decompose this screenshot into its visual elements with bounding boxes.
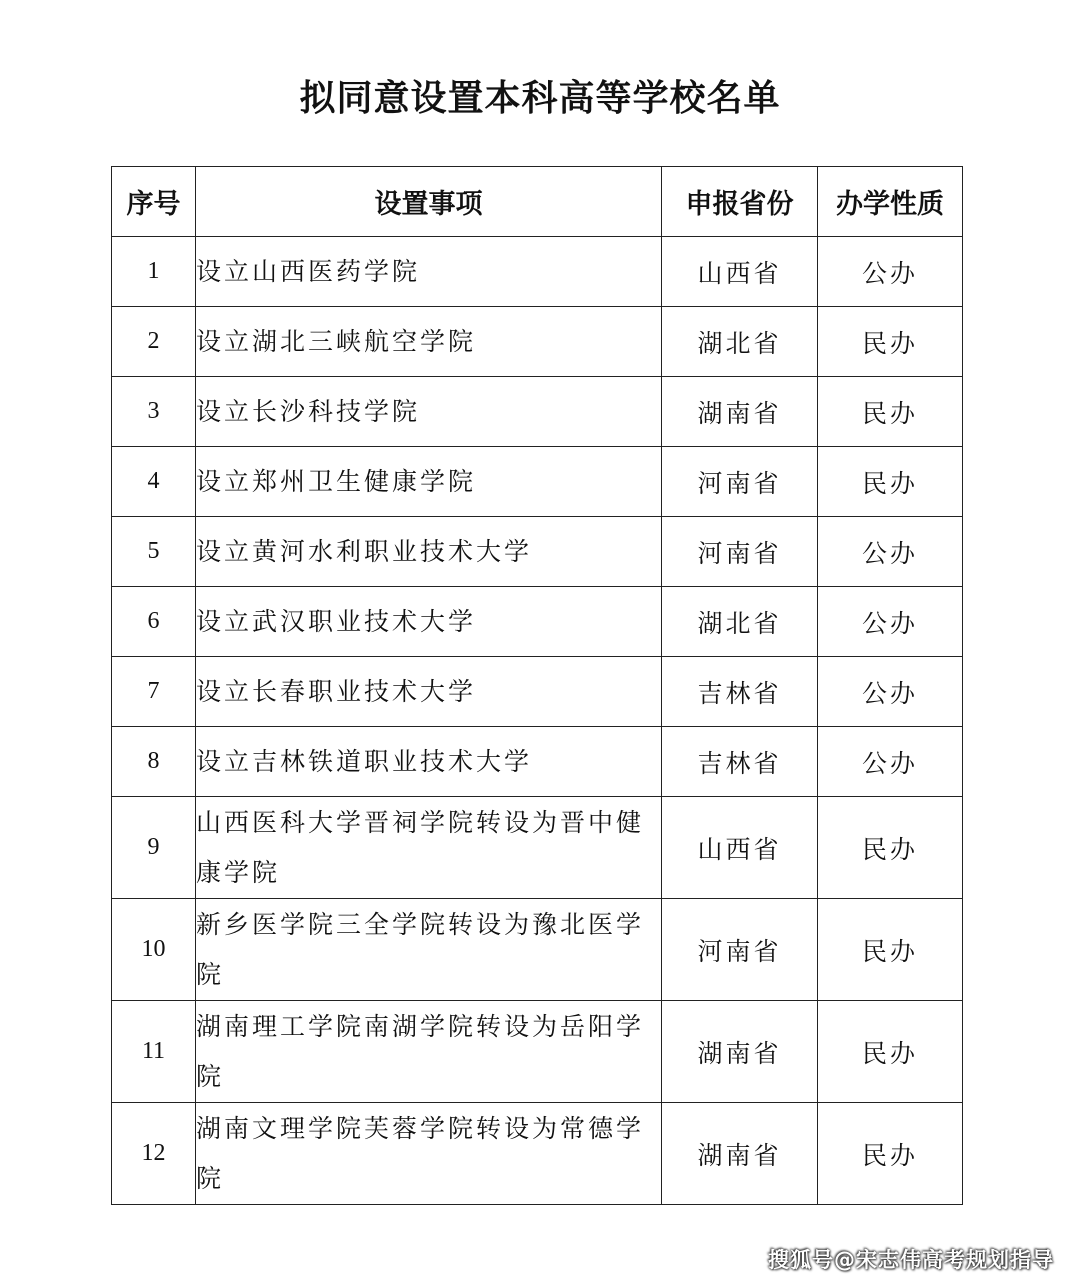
row-type: 民办 [818,447,963,517]
row-province: 河南省 [662,447,818,517]
table-row [112,587,963,657]
row-item: 设立山西医药学院 [196,237,662,307]
table-row [112,899,963,1001]
row-type: 民办 [818,1103,963,1205]
row-province: 湖北省 [662,587,818,657]
row-index: 7 [112,657,196,727]
row-type: 民办 [818,307,963,377]
row-province: 山西省 [662,797,818,899]
row-item: 设立黄河水利职业技术大学 [196,517,662,587]
row-type: 公办 [818,727,963,797]
table-row [112,1103,963,1205]
row-index: 5 [112,517,196,587]
table-row [112,727,963,797]
header-type: 办学性质 [818,167,963,237]
header-province: 申报省份 [662,167,818,237]
row-province: 湖南省 [662,1103,818,1205]
row-province: 吉林省 [662,727,818,797]
row-province: 河南省 [662,517,818,587]
row-item: 设立长春职业技术大学 [196,657,662,727]
row-province: 山西省 [662,237,818,307]
row-index: 2 [112,307,196,377]
table-row [112,657,963,727]
row-province: 湖北省 [662,307,818,377]
row-item: 设立武汉职业技术大学 [196,587,662,657]
table-row [112,377,963,447]
row-type: 民办 [818,377,963,447]
row-province: 湖南省 [662,1001,818,1103]
row-province: 河南省 [662,899,818,1001]
row-index: 9 [112,797,196,899]
header-item: 设置事项 [196,167,662,237]
row-item: 设立长沙科技学院 [196,377,662,447]
table-row [112,517,963,587]
row-item: 湖南理工学院南湖学院转设为岳阳学院 [196,1001,662,1103]
row-type: 民办 [818,1001,963,1103]
table-row [112,1001,963,1103]
header-index: 序号 [112,167,196,237]
table-row [112,237,963,307]
table-row [112,797,963,899]
row-index: 10 [112,899,196,1001]
watermark: 搜狐号@宋志伟高考规划指导 [768,1248,1054,1272]
row-index: 4 [112,447,196,517]
row-type: 公办 [818,587,963,657]
row-province: 湖南省 [662,377,818,447]
table-row [112,307,963,377]
table-header-row [112,167,963,237]
row-index: 11 [112,1001,196,1103]
row-index: 3 [112,377,196,447]
row-item: 湖南文理学院芙蓉学院转设为常德学院 [196,1103,662,1205]
row-item: 设立郑州卫生健康学院 [196,447,662,517]
row-item: 山西医科大学晋祠学院转设为晋中健康学院 [196,797,662,899]
row-type: 公办 [818,657,963,727]
row-type: 民办 [818,797,963,899]
row-index: 6 [112,587,196,657]
page-title: 拟同意设置本科高等学校名单 [299,78,781,119]
row-type: 公办 [818,237,963,307]
row-item: 设立湖北三峡航空学院 [196,307,662,377]
table-row [112,447,963,517]
row-index: 8 [112,727,196,797]
row-item: 设立吉林铁道职业技术大学 [196,727,662,797]
row-index: 12 [112,1103,196,1205]
row-item: 新乡医学院三全学院转设为豫北医学院 [196,899,662,1001]
row-type: 民办 [818,899,963,1001]
school-list-table [111,166,963,1205]
row-type: 公办 [818,517,963,587]
row-index: 1 [112,237,196,307]
row-province: 吉林省 [662,657,818,727]
